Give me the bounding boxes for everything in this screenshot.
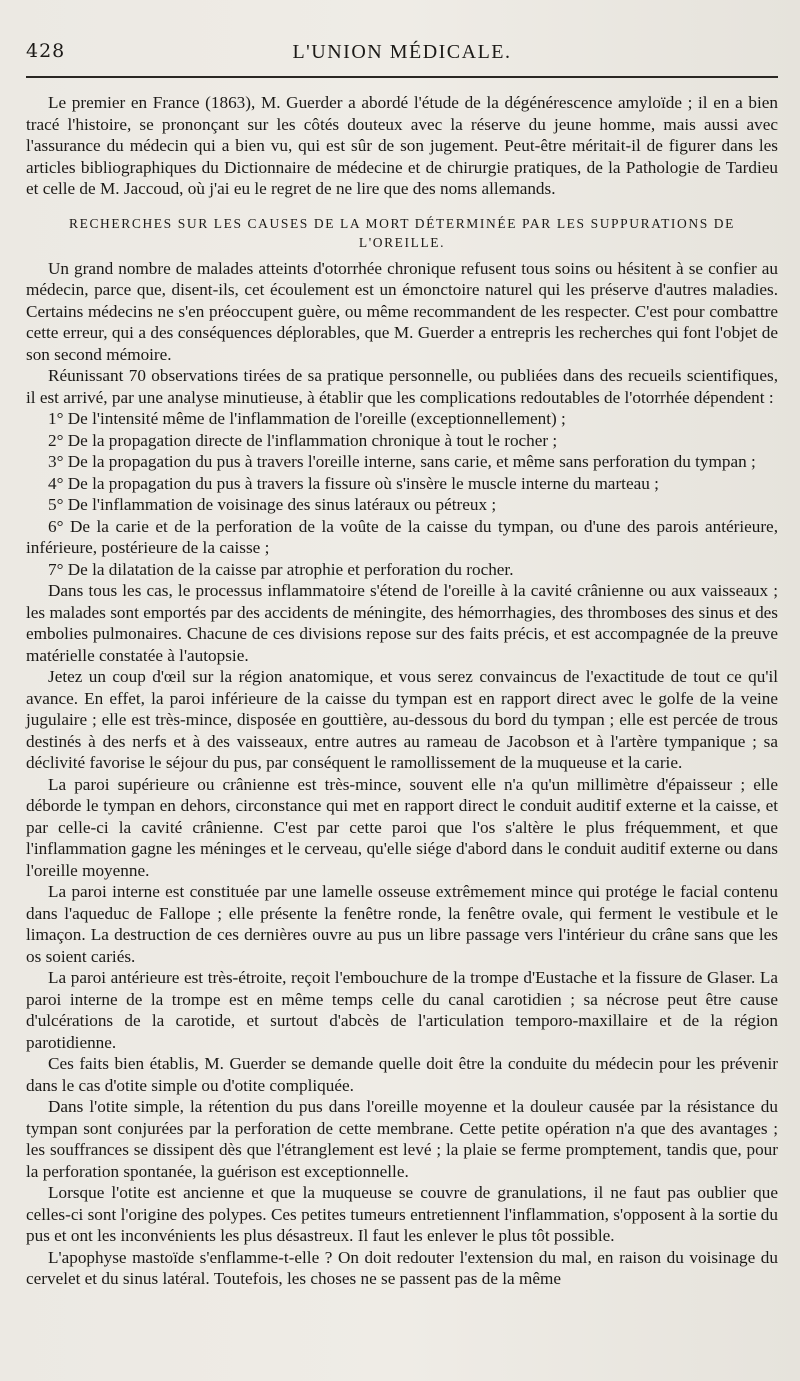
list-item: 5° De l'inflammation de voisinage des sinus latéraux ou pétreux ;	[48, 495, 497, 514]
list-item: 4° De la propagation du pus à travers la fissure où s'insère le muscle interne du marteau ;	[48, 473, 659, 493]
list-item: 2° De la propagation directe de l'inflammation chronique à tout le rocher ;	[48, 430, 558, 450]
intro-paragraph: Le premier en France (1863), M. Guerder a abordé l'étude de la dégénérescence amyloïde ; il en a bien tracé l'histoire, se prononçant sur les côtés douteux avec la réserve du jeune homme, mais aussi avec l'assurance du médecin qui a bien vu, qui est sûr de son jugement. Peut-être méritait-il de figurer dans les articles bibliographiques du Dictionnaire de médecine et de chirurgie pratiques, de la Pathologie de Tardieu et celle de M. Jaccoud, où j'ai eu le regret de ne lire que des noms allemands.	[26, 93, 778, 198]
list-item: 7° De la dilatation de la caisse par atrophie et perforation du rocher.	[48, 559, 514, 579]
body-paragraph: Lorsque l'otite est ancienne et que la muqueuse se couvre de granulations, il ne faut pas oublier que celles-ci sont l'origine des polypes. Ces petites tumeurs entretiennent l'inflammation, s'opposent à la sortie du pus et ont les inconvénients les plus désastreux. Il faut les enlever le plus tôt possible.	[26, 1183, 778, 1245]
complications-list	[26, 408, 778, 580]
body-paragraph: Dans tous les cas, le processus inflammatoire s'étend de l'oreille à la cavité crânienne ou aux vaisseaux ; les malades sont emportés par des accidents de méningite, des hémorrhagies, des thromboses des sinus et des embolies pulmonaires. Chacune de ces divisions repose sur des faits précis, et est accompagnée de la preuve matérielle constatée à l'autopsie.	[26, 581, 778, 665]
page-number: 428	[26, 40, 66, 62]
body-paragraph: La paroi interne est constituée par une lamelle osseuse extrêmement mince qui protége le facial contenu dans l'aqueduc de Fallope ; elle présente la fenêtre ronde, la fenêtre ovale, qui ferment le vestibule et le limaçon. La destruction de ces dernières ouvre au pus un libre passage vers l'intérieur du crâne sans que les os soient cariés.	[26, 882, 778, 966]
list-item: 1° De l'intensité même de l'inflammation de l'oreille (exceptionnellement) ;	[48, 409, 566, 428]
body-paragraph: Réunissant 70 observations tirées de sa pratique personnelle, ou publiées dans des recueils scientifiques, il est arrivé, par une analyse minutieuse, à établir que les complications redoutables de l'otorrhée dépendent :	[26, 366, 778, 407]
header-rule	[26, 76, 778, 78]
journal-title: L'UNION MÉDICALE.	[292, 40, 512, 63]
body-paragraph: Un grand nombre de malades atteints d'otorrhée chronique refusent tous soins ou hésitent à se confier au médecin, parce que, disent-ils, cet écoulement est un émonctoire naturel qui les préserve d'autres maladies. Certains médecins ne s'en préoccupent guère, ou même recommandent de les respecter. C'est pour combattre cette erreur, qui a des conséquences déplorables, que M. Guerder a entrepris les recherches qui font l'objet de son second mémoire.	[26, 258, 778, 364]
list-item: 3° De la propagation du pus à travers l'oreille interne, sans carie, et même sans perforation du tympan ;	[48, 452, 756, 471]
body-paragraph: L'apophyse mastoïde s'enflamme-t-elle ? On doit redouter l'extension du mal, en raison du voisinage du cervelet et du sinus latéral. Toutefois, les choses ne se passent pas de la même	[26, 1247, 778, 1288]
running-header	[26, 34, 778, 70]
section-title: RECHERCHES SUR LES CAUSES DE LA MORT DÉTERMINÉE PAR LES SUPPURATIONS DE L'OREILLE.	[69, 215, 735, 250]
body-paragraph: Jetez un coup d'œil sur la région anatomique, et vous serez convaincus de l'exactitude de tout ce qu'il avance. En effet, la paroi inférieure de la caisse du tympan est en rapport direct avec le golfe de la veine jugulaire ; elle est très-mince, disposée en gouttière, au-dessous du bord du tympan ; elle est percée de trous destinés à des nerfs et à des vaisseaux, entre autres au rameau de Jacobson et à l'artère tympanique ; sa déclivité favorise le séjour du pus, par conséquent le ramollissement de la muqueuse et la carie.	[26, 667, 778, 772]
body-paragraph: La paroi antérieure est très-étroite, reçoit l'embouchure de la trompe d'Eustache et la fissure de Glaser. La paroi interne de la trompe est en même temps celle du canal carotidien ; sa nécrose peut être cause d'ulcérations de la carotide, et surtout d'abcès de l'articulation temporo-maxillaire et de la région parotidienne.	[26, 968, 778, 1052]
body-paragraph: Ces faits bien établis, M. Guerder se demande quelle doit être la conduite du médecin pour les prévenir dans le cas d'otite simple ou d'otite compliquée.	[26, 1054, 778, 1095]
body-paragraph: La paroi supérieure ou crânienne est très-mince, souvent elle n'a qu'un millimètre d'épaisseur ; elle déborde le tympan en dehors, circonstance qui met en rapport direct le conduit auditif externe et la caisse, et par celle-ci la cavité crânienne. C'est par cette paroi que l'os s'altère le plus fréquemment, et que l'inflammation gagne les méninges et le cerveau, qu'elle siége d'abord dans le conduit auditif externe ou dans l'oreille moyenne.	[26, 774, 778, 880]
list-item: 6° De la carie et de la perforation de la voûte de la caisse du tympan, ou d'une des parois antérieure, inférieure, postérieure de la caisse ;	[26, 516, 778, 557]
body-paragraph: Dans l'otite simple, la rétention du pus dans l'oreille moyenne et la douleur causée par la résistance du tympan sont conjurées par la perforation de cette membrane. Cette petite opération n'a que des avantages ; les souffrances se dissipent dès que l'étranglement est levé ; la plaie se ferme promptement, tandis que, pour la perforation spontanée, la guérison est exceptionnelle.	[26, 1097, 778, 1181]
